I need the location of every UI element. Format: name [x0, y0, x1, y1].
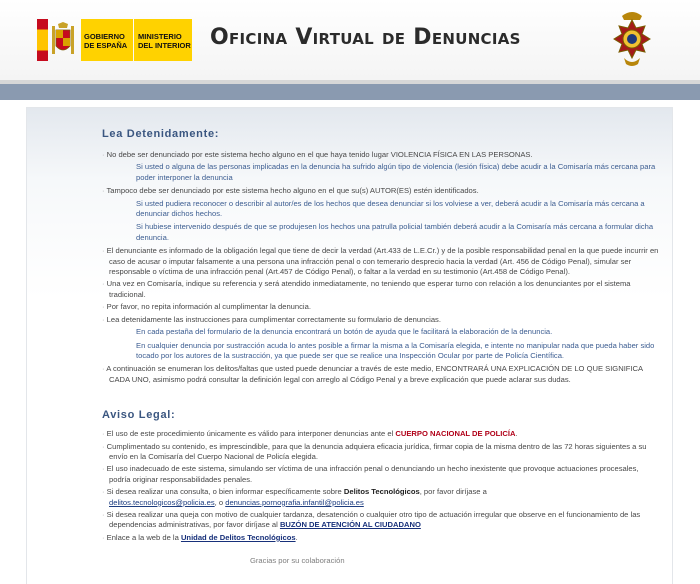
item-text: Si desea realizar una consulta, o bien informar específicamente sobre: [106, 487, 344, 497]
bullet-icon: ·: [102, 186, 107, 196]
bullet-icon: ·: [102, 364, 107, 374]
item-text: Si desea realizar una queja con motivo de cualquier tardanza, desatención o cualquier otro tipo de actuación irregular que observe en el funcionamiento de las dependencias administrativas, por favor diríjase al: [106, 509, 641, 530]
list-item: [102, 315, 662, 325]
spain-flag-stripe: [37, 19, 48, 61]
content-panel: [26, 107, 673, 584]
site-header: [0, 0, 700, 80]
legal-item: [102, 429, 662, 439]
item-text: A continuación se enumeran los delitos/faltas que usted puede denunciar a través de este medio, ENCONTRARÁ UNA EXPLICACIÓN DE LO QUE SIGNIFICA CADA UNO, asimismo podrá consultar la definición legal con arreglo al Código Penal y a breve explicación que puede aclarar sus dudas.: [106, 364, 643, 384]
sub-item: En cualquier denuncia por sustracción acuda lo antes posible a firmar la misma a la Comisaría elegida, e intente no manipular nada que pueda haber sido tocado por los autores de la sustracción, ya que puede ser que se realice una Inspección Ocular por parte de Policía Científica.: [136, 340, 655, 360]
spain-coat-of-arms-icon: [50, 22, 76, 58]
item-text: .: [515, 429, 518, 439]
item-text: El uso inadecuado de este sistema, simulando ser víctima de una infracción penal o denunciando un hecho inexistente que provoque actuaciones procesales, podría originar responsabilidades penales.: [106, 464, 639, 484]
item-text: Una vez en Comisaría, indique su referencia y será atendido inmediatamente, no teniendo que esperar turno con relación a los denunciantes por el sistema tradicional.: [106, 279, 631, 299]
ministry-label-line1: MINISTERIO: [138, 32, 182, 41]
list-item: [102, 279, 662, 300]
item-text: Cumplimentado su contenido, es imprescindible, para que la denuncia adquiera eficacia jurídica, firmar copia de la misma dentro de las 72 horas siguientes a su envío en la Comisaría del Cuerpo Nacional de Policía elegida.: [106, 441, 647, 461]
item-text: .: [295, 532, 298, 542]
legal-item: [102, 510, 662, 531]
list-item: [102, 186, 662, 196]
email-link-tech-crimes[interactable]: delitos.tecnologicos@policia.es: [109, 497, 215, 507]
legal-item: [102, 442, 662, 463]
item-text: , o: [214, 497, 226, 507]
item-text: El denunciante es informado de la obligación legal que tiene de decir la verdad (Art.433 de L.E.Cr.) y de la posible responsabilidad penal en la que puede incurrir en caso de acusar o imputar falsamente a una persona una infracción penal o con temerario desprecio hacia la verdad (Art. 456 de Código Penal), simular ser responsable o víctima de una infracción penal (Art.457 de Código Penal), o faltar a la verdad en su testimonio (Art.458 de Código Penal).: [106, 246, 659, 277]
ministry-label: [134, 19, 192, 61]
item-text: No debe ser denunciado por este sistema hecho alguno en el que haya tenido lugar VIOLENCIA FÍSICA EN LAS PERSONAS.: [106, 150, 533, 159]
national-police-badge-icon: [610, 8, 654, 70]
list-item: [102, 364, 662, 385]
bullet-icon: ·: [102, 487, 107, 497]
item-text: , por favor diríjase a: [419, 487, 487, 497]
item-text: El uso de este procedimiento únicamente es válido para interponer denuncias ante el: [106, 429, 396, 439]
content-area: [27, 108, 672, 584]
bullet-icon: ·: [102, 429, 107, 439]
thanks-text: Gracias por su colaboración: [250, 556, 345, 566]
item-text: Por favor, no repita información al cumplimentar la denuncia.: [106, 302, 311, 312]
page-title: Oficina Virtual de Denuncias: [210, 25, 521, 50]
navigation-bar: [0, 84, 700, 100]
bullet-icon: ·: [102, 150, 107, 159]
gov-label-line1: GOBIERNO: [84, 32, 125, 41]
bullet-icon: ·: [102, 302, 107, 312]
citizen-mailbox-link[interactable]: BUZÓN DE ATENCIÓN AL CIUDADANO: [279, 520, 421, 530]
government-logo[interactable]: [37, 19, 192, 61]
sub-item: Si usted pudiera reconocer o describir al autor/es de los hechos que desea denunciar si los volviese a ver, deberá acudir a la Comisaría más cercana a denunciar dichos hechos.: [136, 198, 645, 219]
ministry-label-line2: DEL INTERIOR: [138, 41, 191, 50]
legal-item: [102, 487, 662, 508]
item-text: Lea detenidamente las instrucciones para cumplimentar correctamente su formulario de denuncias.: [106, 314, 441, 324]
item-text: Tampoco debe ser denunciado por este sistema hecho alguno en el que su(s) AUTOR(ES) estén identificados.: [106, 186, 479, 196]
list-item: [102, 150, 662, 160]
gov-label-line2: DE ESPAÑA: [84, 41, 128, 50]
section-title-legal-notice: Aviso Legal:: [102, 409, 176, 422]
legal-item: [102, 533, 662, 543]
police-name: CUERPO NACIONAL DE POLICÍA: [395, 429, 516, 439]
bullet-icon: ·: [102, 314, 107, 324]
list-item: [102, 302, 662, 312]
tech-crimes-unit-link[interactable]: Unidad de Delitos Tecnológicos: [180, 532, 296, 542]
section-title-read-carefully: Lea Detenidamente:: [102, 128, 220, 140]
government-label: [81, 19, 133, 61]
bullet-icon: ·: [102, 279, 107, 289]
bullet-icon: ·: [102, 464, 107, 474]
item-text: Enlace a la web de la: [106, 532, 181, 542]
sub-item: En cada pestaña del formulario de la denuncia encontrará un botón de ayuda que le facilitará la elaboración de la denuncia.: [136, 327, 553, 337]
legal-item: [102, 464, 662, 485]
email-link-child-protection[interactable]: denuncias.pornografia.infantil@policia.es: [225, 497, 364, 507]
sub-item: Si usted o alguna de las personas implicadas en la denuncia ha sufrido algún tipo de violencia (lesión física) debe acudir a la Comisaría más cercana para poder interponer la denuncia: [136, 162, 656, 182]
bullet-icon: ·: [102, 509, 107, 519]
bullet-icon: ·: [102, 532, 107, 542]
list-item: [102, 246, 662, 277]
sub-item: Si hubiese intervenido después de que se produjesen los hechos una patrulla policial también deberá acudir a la Comisaría más cercana a formular dicha denuncia.: [136, 222, 654, 242]
bullet-icon: ·: [102, 246, 107, 256]
bullet-icon: ·: [102, 441, 107, 451]
tech-crimes-label: Delitos Tecnológicos: [343, 487, 420, 497]
